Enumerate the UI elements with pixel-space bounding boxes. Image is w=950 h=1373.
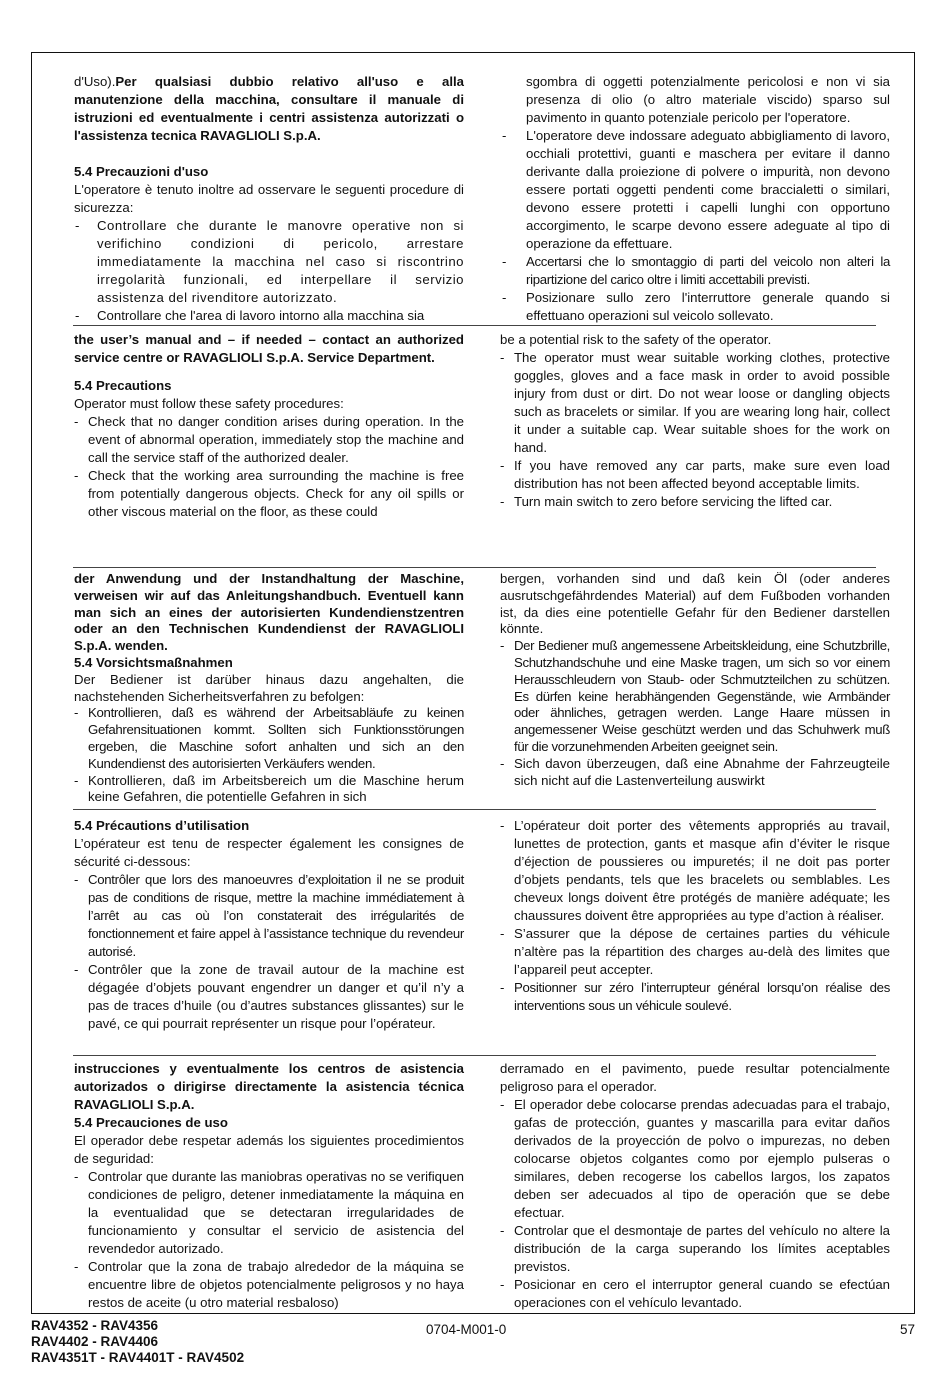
list-item: - S’assurer que la dépose de certaines parties du véhicule n’altère pas la répartition des charges au-delà des limites que l’appareil peut accepter. xyxy=(500,925,890,979)
list-item: - Controlar que durante las maniobras operativas no se verifiquen condiciones de peligro, detener inmediatamente la máquina en la eventualidad que se detectaran irregularidades de funcionamiento y consultar el servicio de asistencia del revendedor autorizado. xyxy=(74,1168,464,1258)
model-line: RAV4352 - RAV4356 xyxy=(31,1318,159,1333)
list-item: - Kontrollieren, daß es während der Arbeitsabläufe zu keinen Gefahrensituationen kommt. Sollten sich Funktionsstörungen ergeben, die Maschine sofort anhalten und sich an den Kundendienst des autorisierten Verkäufers wenden. xyxy=(74,705,464,772)
list-item: - Sich davon überzeugen, daß eine Abnahme der Fahrzeugteile sich nicht auf die Lastenverteilung auswirkt xyxy=(500,756,890,790)
section-heading: 5.4 Précautions d’utilisation xyxy=(74,818,250,833)
list-item: - Controlar que la zona de trabajo alrededor de la máquina se encuentre libre de objetos potencialmente peligrosos y no haya restos de aceite (u otro material resbaloso) xyxy=(74,1258,464,1312)
list-item: - Turn main switch to zero before servicing the lifted car. xyxy=(500,493,890,511)
model-line: RAV4351T - RAV4401T - RAV4502 xyxy=(31,1350,245,1365)
intro-bold: Per qualsiasi dubbio relativo all'uso e alla manutenzione della macchina, consultare il manuale di istruzioni ed eventualmente i centri assistenza autorizzati o l'assistenza tecnica RAVAGLIOLI S.p.A. xyxy=(74,74,464,143)
list-item: - Der Bediener muß angemessene Arbeitskleidung, eine Schutzbrille, Schutzhandschuhe und eine Maske tragen, um sich so vor einem Herausschleudern von Staub- oder Schmutzteilchen zu schützen. Es dürfen keine herabhängenden Gegenstände, wie Armbänder oder ähnliches, getragen werden. Lange Haare müssen in angemessener Weise geschützt werden und das Schuhwerk muß für die vorzunehmenden Arbeiten geeignet sein. xyxy=(500,638,890,756)
page-number: 57 xyxy=(899,1322,915,1337)
list-item: - L'operatore deve indossare adeguato abbigliamento di lavoro, occhiali protettivi, guanti e maschera per evitare il danno derivante dalla proiezione di polvere o impurità, non devono essere portati oggetti pendenti come braccialetti o similari, devono essere protetti i capelli lunghi con opportuno accorgimento, le scarpe devono essere adeguate al tipo di operazione da effettuare. xyxy=(500,127,890,253)
right-column xyxy=(500,73,890,325)
section-heading: 5.4 Precauzioni d'uso xyxy=(74,164,209,179)
document-code: 0704-M001-0 xyxy=(426,1322,507,1337)
section-text: L'operatore è tenuto inoltre ad osservare le seguenti procedure di sicurezza: xyxy=(74,182,464,215)
continued-text: be a potential risk to the safety of the operator. xyxy=(500,332,772,347)
list-item: - Controllare che durante le manovre operative non si verifichino condizioni di pericolo, arrestare immediatamente la macchina nel caso si riscontrino irregolarità funzionali, ed interpellare il servizio assistenza del rivenditore autorizzato. xyxy=(74,217,464,307)
list-item: - Contrôler que lors des manoeuvres d’exploitation il ne se produit pas de conditions de risque, mettre la machine immédiatement à l’arrêt au cas où l’on constaterait des irrégularités de fonctionnement et faire appel à l’assistance technique du revendeur autorisé. xyxy=(74,871,464,961)
intro-bold: the user’s manual and – if needed – contact an authorized service centre or RAVAGLIOLI S.p.A. Service Department. xyxy=(74,332,464,365)
precaution-list xyxy=(74,871,464,1033)
list-item: - Posizionare sullo zero l'interruttore generale quando si effettuano operazioni sul veicolo sollevato. xyxy=(500,289,890,325)
section-divider xyxy=(73,1055,876,1056)
intro-bold: der Anwendung und der Instandhaltung der Maschine, verweisen wir auf das Anleitungshandbuch. Eventuell kann man sich an eines der autorisierten Kundendienstzentren oder an den Technischen Kundendienst der RAVAGLIOLI S.p.A. wenden. xyxy=(74,571,464,654)
continued-text: sgombra di oggetti potenzialmente pericolosi e non vi sia presenza di olio (o altro materiale viscido) sparso sul pavimento in quanto potenziale pericolo per l'operatore. xyxy=(526,74,890,125)
list-item: - The operator must wear suitable working clothes, protective goggles, gloves and a face mask in order to avoid possible injury from dust or dirt. Do not wear loose or dangling objects such as bracelets or similar. If you are wearing long hair, collect it under a suitable cap. Wear suitable shoes for the work on hand. xyxy=(500,349,890,457)
list-item: - Check that no danger condition arises during operation. In the event of abnormal operation, immediately stop the machine and call the service staff of the authorized dealer. xyxy=(74,413,464,467)
precaution-list xyxy=(74,1168,464,1312)
left-column xyxy=(74,73,464,325)
intro-bold: instrucciones y eventualmente los centros de asistencia autorizados o dirigirse directamente la asistencia técnica RAVAGLIOLI S.p.A. xyxy=(74,1061,464,1112)
page-footer xyxy=(31,1318,915,1368)
left-column xyxy=(74,817,464,1033)
list-item: - Posicionar en cero el interruptor general cuando se efectúan operaciones con el vehículo levantado. xyxy=(500,1276,890,1312)
intro-plain: d'Uso). xyxy=(74,74,116,89)
list-item: - Contrôler que la zone de travail autour de la machine est dégagée d’objets pouvant engendrer un danger et qu’il n’y a pas de traces d’huile (ou d’autres substances glissantes) sur le pavé, ce qui pourrait représenter un risque pour l’opérateur. xyxy=(74,961,464,1033)
list-item: - Controlar que el desmontaje de partes del vehículo no altere la distribución de la carga superando los límites aceptables previstos. xyxy=(500,1222,890,1276)
left-column xyxy=(74,1060,464,1312)
list-item: - Accertarsi che lo smontaggio di parti del veicolo non alteri la ripartizione del carico oltre i limiti accettabili previsti. xyxy=(500,253,890,289)
section-divider xyxy=(73,325,876,326)
section-text: Operator must follow these safety procedures: xyxy=(74,396,344,411)
right-column xyxy=(500,331,890,511)
section-heading: 5.4 Vorsichtsmaßnahmen xyxy=(74,654,233,670)
section-divider xyxy=(73,809,876,810)
section-divider xyxy=(73,567,876,568)
list-item: - El operador debe colocarse prendas adecuadas para el trabajo, gafas de protección, guantes y mascarilla para evitar daños derivados de la proyección de polvo o impurezas, no deben colocarse objetos colgantes como por ejemplo pulseras o similares, deben recogerse los cabellos largos, los zapatos deben ser adecuados al tipo de operación que se debe efectuar. xyxy=(500,1096,890,1222)
precaution-list xyxy=(74,413,464,521)
section-heading: 5.4 Precautions xyxy=(74,378,172,393)
section-heading: 5.4 Precauciones de uso xyxy=(74,1115,228,1130)
list-item: - Check that the working area surrounding the machine is free from potentially dangerous objects. Check for any oil spills or other viscous material on the floor, as these could xyxy=(74,467,464,521)
model-list xyxy=(31,1318,244,1366)
left-column xyxy=(74,571,464,806)
section-text: Der Bediener ist darüber hinaus dazu angehalten, die nachstehenden Sicherheitsverfahren zu befolgen: xyxy=(74,671,464,704)
precaution-list xyxy=(74,705,464,806)
section-text: L’opérateur est tenu de respecter également les consignes de sécurité ci-dessous: xyxy=(74,836,464,869)
list-item: - L’opérateur doit porter des vêtements appropriés au travail, lunettes de protection, gants et masque afin d’éviter le risque d’éjection de poussieres ou impuretés; il ne doit pas porter d’objets pendants, tels que les bracelets ou semblables. Les cheveux longs doivent être protégés de manière adéquate; les chaussures doivent être appropriées au type d’action à réaliser. xyxy=(500,817,890,925)
list-item: - Kontrollieren, daß im Arbeitsbereich um die Maschine herum keine Gefahren, die potentielle Gefahren in sich xyxy=(74,773,464,807)
left-column xyxy=(74,331,464,521)
list-item: - Controllare che l'area di lavoro intorno alla macchina sia xyxy=(74,307,464,325)
continued-text: bergen, vorhanden sind und daß kein Öl (oder anderes ausrutschgefährdendes Material) auf dem Fußboden vorhanden ist, da dies eine potentielle Gefahr für den Bediener darstellen könnte. xyxy=(500,571,890,637)
right-column xyxy=(500,817,890,1015)
list-item: - If you have removed any car parts, make sure even load distribution has not been affected beyond acceptable limits. xyxy=(500,457,890,493)
model-line: RAV4402 - RAV4406 xyxy=(31,1334,159,1349)
section-text: El operador debe respetar además los siguientes procedimientos de seguridad: xyxy=(74,1133,464,1166)
list-item: - Positionner sur zéro l’interrupteur général lorsqu’on réalise des interventions sous un véhicule soulevé. xyxy=(500,979,890,1015)
precaution-list xyxy=(74,217,464,325)
right-column xyxy=(500,1060,890,1312)
right-column xyxy=(500,571,890,789)
continued-text: derramado en el pavimento, puede resultar potencialmente peligroso para el operador. xyxy=(500,1061,890,1094)
